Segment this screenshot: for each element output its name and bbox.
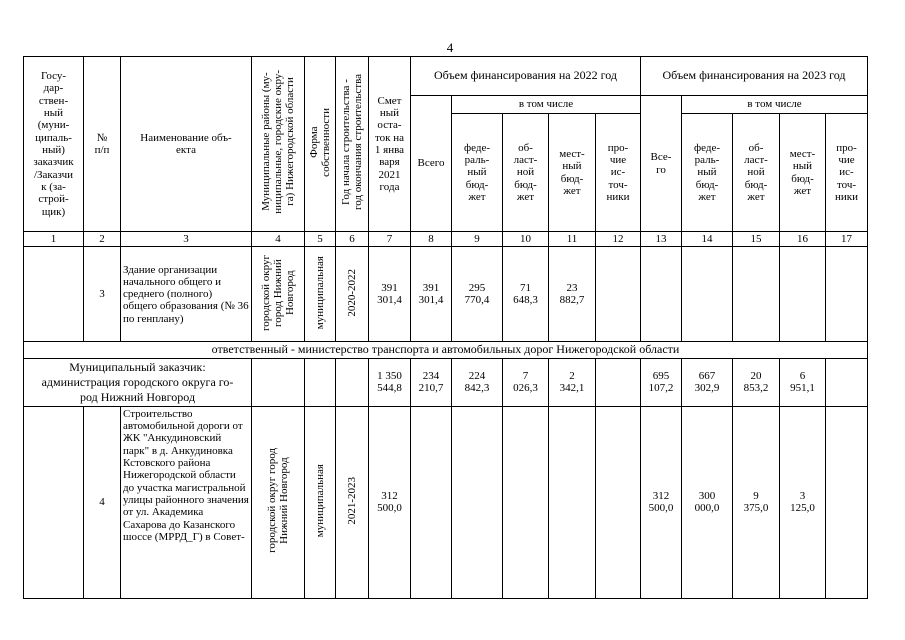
header-federal-2022: феде- раль- ный бюд- жет: [452, 114, 503, 232]
col-number: 6: [336, 232, 369, 247]
federal-2022: 224 842,3: [452, 358, 503, 406]
total-2022: 391 301,4: [411, 247, 452, 342]
balance: 391 301,4: [369, 247, 411, 342]
header-regional-2022: об- ласт- ной бюд- жет: [503, 114, 549, 232]
financing-table: [23, 56, 868, 599]
header-including-2022: в том числе: [452, 96, 641, 114]
header-total-2023: Все- го: [641, 96, 682, 232]
header-federal-2023: феде- раль- ный бюд- жет: [682, 114, 733, 232]
regional-2022: 7 026,3: [503, 358, 549, 406]
col-number: 17: [826, 232, 868, 247]
district: городской округ город Нижний Новгород: [252, 247, 305, 342]
federal-2023: 300 000,0: [682, 406, 733, 598]
local-2022: 2 342,1: [549, 358, 596, 406]
row-number: 3: [84, 247, 121, 342]
section-header: ответственный - министерство транспорта и автомобильных дорог Нижегородской области: [24, 342, 868, 358]
header-other-2022: про- чие ис- точ- ники: [596, 114, 641, 232]
col-number: 13: [641, 232, 682, 247]
total-2023: 695 107,2: [641, 358, 682, 406]
regional-2023: 9 375,0: [733, 406, 780, 598]
col-number: 8: [411, 232, 452, 247]
header-local-2023: мест- ный бюд- жет: [780, 114, 826, 232]
col-number: 16: [780, 232, 826, 247]
col-number: 9: [452, 232, 503, 247]
total-2023: 312 500,0: [641, 406, 682, 598]
municipal-customer: Муниципальный заказчик: администрация городского округа го- род Нижний Новгород: [24, 358, 252, 406]
header-total-2022: Всего: [411, 96, 452, 232]
balance: 1 350 544,8: [369, 358, 411, 406]
header-other-2023: про- чие ис- точ- ники: [826, 114, 868, 232]
federal-2022: 295 770,4: [452, 247, 503, 342]
ownership: муниципальная: [305, 406, 336, 598]
col-number: 4: [252, 232, 305, 247]
col-number: 1: [24, 232, 84, 247]
col-number: 3: [121, 232, 252, 247]
local-2023: 3 125,0: [780, 406, 826, 598]
table-row: [24, 406, 868, 598]
federal-2023: 667 302,9: [682, 358, 733, 406]
object-name: Здание организации начального общего и среднего (полного) общего образования (№ 36 по генплану): [121, 247, 252, 342]
row-number: 4: [84, 406, 121, 598]
total-2022: 234 210,7: [411, 358, 452, 406]
regional-2022: 71 648,3: [503, 247, 549, 342]
header-local-2022: мест- ный бюд- жет: [549, 114, 596, 232]
local-2023: 6 951,1: [780, 358, 826, 406]
header-regional-2023: об- ласт- ной бюд- жет: [733, 114, 780, 232]
col-number: 10: [503, 232, 549, 247]
header-num: № п/п: [84, 57, 121, 232]
header-districts: Муниципальные районы (му- ниципальные, городские окру- га) Нижегородской области: [252, 57, 305, 232]
ownership: муниципальная: [305, 247, 336, 342]
header-object-name: Наименование объ- екта: [121, 57, 252, 232]
header-ownership: Форма собственности: [305, 57, 336, 232]
col-number: 7: [369, 232, 411, 247]
years: 2020-2022: [336, 247, 369, 342]
customer-summary-row: [24, 358, 868, 406]
col-number: 2: [84, 232, 121, 247]
regional-2023: 20 853,2: [733, 358, 780, 406]
header-years: Год начала строительства - год окончания строительства: [336, 57, 369, 232]
header-including-2023: в том числе: [682, 96, 868, 114]
header-customer: Госу- дар- ствен- ный (муни- ципаль- ный) заказчик /Заказчи к (за- строй- щик): [24, 57, 84, 232]
header-balance: Смет ный оста- ток на 1 янва варя 2021 года: [369, 57, 411, 232]
local-2022: 23 882,7: [549, 247, 596, 342]
object-name: Строительство автомобильной дороги от ЖК "Анкудиновский парк" в д. Анкудиновка Кстовского района Нижегородской области до участка магистральной улицы районного значения от ул. Академика Сахарова до Казанского шоссе (МРРД_Г) в Совет-: [121, 406, 252, 598]
district: городской округ город Нижний Новгород: [252, 406, 305, 598]
col-number: 15: [733, 232, 780, 247]
balance: 312 500,0: [369, 406, 411, 598]
header-fin-2022: Объем финансирования на 2022 год: [411, 57, 641, 96]
col-number: 11: [549, 232, 596, 247]
col-number: 12: [596, 232, 641, 247]
column-numbers-row: [24, 232, 868, 247]
years: 2021-2023: [336, 406, 369, 598]
table-row: [24, 247, 868, 342]
col-number: 14: [682, 232, 733, 247]
page-number: 4: [446, 40, 454, 55]
header-fin-2023: Объем финансирования на 2023 год: [641, 57, 868, 96]
col-number: 5: [305, 232, 336, 247]
